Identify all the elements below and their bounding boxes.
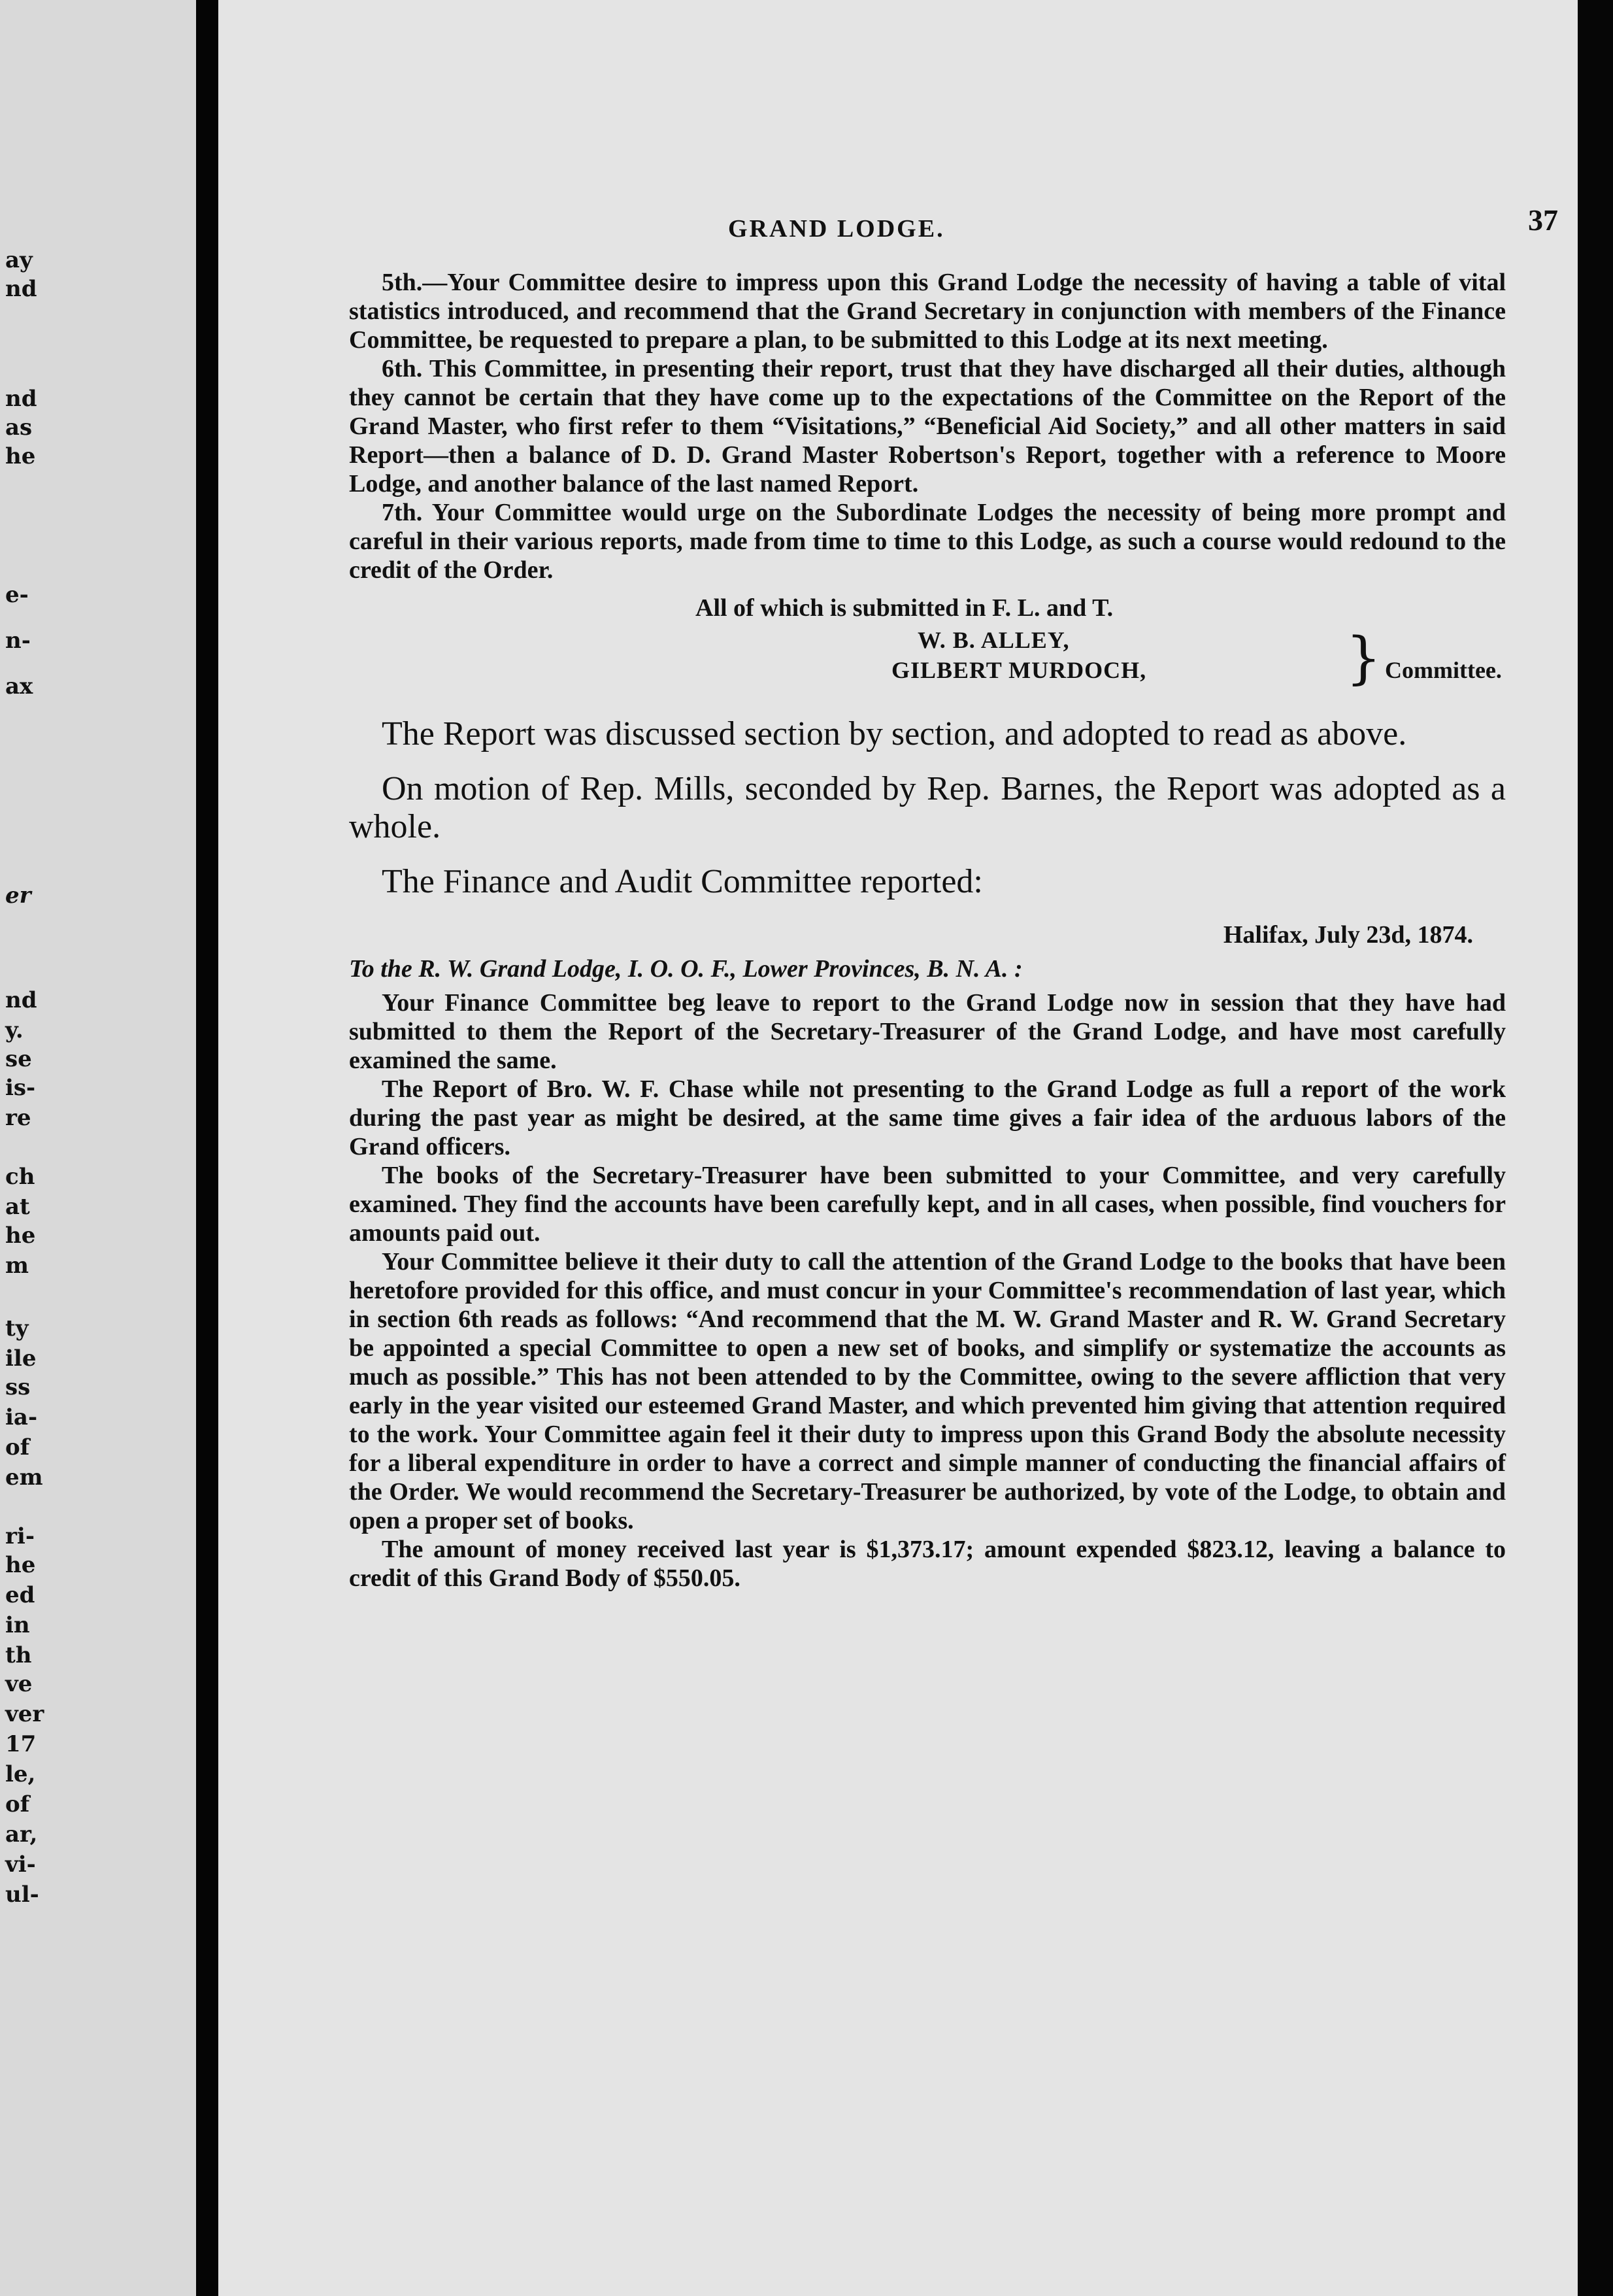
page-number: 37 (1528, 203, 1558, 237)
binding-gutter (196, 0, 218, 2296)
margin-fragment: e- (5, 582, 29, 608)
margin-fragment: ch (5, 1164, 35, 1190)
margin-fragment: n- (5, 628, 31, 654)
report-item: 5th.—Your Committee desire to impress upon this Grand Lodge the necessity of having a table of vital statistics introduced, and recommend that the Grand Secretary in conjunction with members of the Finance Committee, be requested to prepare a plan, to be submitted to this Lodge at its next meeting. (349, 269, 1506, 354)
margin-fragment: ar, (5, 1821, 38, 1848)
margin-fragment: ri- (5, 1523, 35, 1549)
margin-fragment: at (5, 1194, 30, 1220)
running-head: GRAND LODGE. (728, 215, 945, 243)
margin-fragment: ty (5, 1315, 29, 1342)
proceedings-line: The Report was discussed section by section, and adopted to read as above. (382, 715, 1407, 752)
finance-paragraph: The amount of money received last year is $1,373.17; amount expended $823.12, leaving a balance to credit of this Grand Body of $550.05. (349, 1536, 1506, 1592)
margin-fragment: of (5, 1791, 30, 1817)
page (218, 0, 1578, 2296)
margin-fragment: ile (5, 1345, 37, 1372)
margin-fragment: as (5, 414, 33, 441)
right-page-edge (1578, 0, 1613, 2296)
finance-paragraph: The books of the Secretary-Treasurer have been submitted to your Committee, and very carefully examined. They find the accounts have been carefully kept, and in all cases, when possible, find vouchers for amounts paid out. (349, 1162, 1506, 1247)
report-item: 7th. Your Committee would urge on the Subordinate Lodges the necessity of being more prompt and careful in their various reports, made from time to time to this Lodge, as such a course would redound to the credit of the Order. (349, 499, 1506, 584)
report-item: 6th. This Committee, in presenting their report, trust that they have discharged all their duties, although they cannot be certain that they have come up to the expectations of the Committee on the Report of the Grand Master, who first refer to them “Visitations,” “Beneficial Aid Society,” and all other matters in said Report—then a balance of D. D. Grand Master Robertson's Report, together with a reference to Moore Lodge, and another balance of the last named Report. (349, 355, 1506, 498)
proceedings-line: The Finance and Audit Committee reported: (382, 863, 983, 900)
margin-fragment: m (5, 1253, 29, 1279)
margin-fragment: 17 (5, 1731, 37, 1757)
margin-fragment: nd (5, 386, 37, 412)
margin-fragment: vi- (5, 1851, 36, 1878)
left-page-edge (0, 0, 196, 2296)
margin-fragment: ss (5, 1374, 31, 1400)
margin-fragment: em (5, 1464, 43, 1491)
margin-fragment: in (5, 1612, 30, 1638)
finance-paragraph: Your Finance Committee beg leave to report to the Grand Lodge now in session that they have had submitted to them the Report of the Secretary-Treasurer of the Grand Lodge, and have most carefully examined the same. (349, 989, 1506, 1074)
salutation: To the R. W. Grand Lodge, I. O. O. F., Lower Provinces, B. N. A. : (349, 955, 1023, 983)
margin-fragment: ed (5, 1582, 35, 1608)
finance-paragraph: The Report of Bro. W. F. Chase while not presenting to the Grand Lodge as full a report of the work during the past year as might be desired, at the same time gives a fair idea of the arduous labors of the Grand officers. (349, 1075, 1506, 1160)
margin-fragment: y. (5, 1017, 24, 1043)
brace: } (1346, 626, 1382, 691)
margin-fragment: ax (5, 673, 33, 700)
margin-fragment: nd (5, 276, 37, 302)
margin-fragment: nd (5, 987, 37, 1013)
submitted-line: All of which is submitted in F. L. and T. (695, 594, 1114, 622)
margin-fragment: is- (5, 1075, 36, 1101)
page-body (349, 268, 1506, 1593)
signature-block (349, 626, 1506, 698)
committee-label: Committee. (1385, 657, 1502, 683)
margin-fragment: he (5, 1223, 36, 1249)
margin-fragment: ay (5, 247, 33, 273)
margin-fragment: le, (5, 1761, 36, 1787)
signer-name: W. B. ALLEY, (918, 627, 1070, 653)
margin-fragment: he (5, 443, 36, 469)
margin-fragment: er (5, 883, 31, 909)
signer-name: GILBERT MURDOCH, (891, 657, 1147, 683)
margin-fragment: he (5, 1552, 36, 1578)
page-header (218, 203, 1578, 255)
margin-fragment: ve (5, 1671, 33, 1697)
margin-fragment: ia- (5, 1404, 38, 1430)
margin-fragment: ver (5, 1701, 44, 1727)
margin-fragment: se (5, 1046, 32, 1072)
margin-fragment: re (5, 1105, 31, 1131)
proceedings-line: On motion of Rep. Mills, seconded by Rep. Barnes, the Report was adopted as a whole. (349, 770, 1506, 845)
dateline: Halifax, July 23d, 1874. (1223, 921, 1473, 949)
finance-paragraph: Your Committee believe it their duty to call the attention of the Grand Lodge to the books that have been heretofore provided for this office, and must concur in your Committee's recommendation of last year, which in section 6th reads as follows: “And recommend that the M. W. Grand Master and R. W. Grand Secretary be appointed a special Committee to open a new set of books, and simplify or systematize the accounts as much as possible.” This has not been attended to by the Committee, owing to the severe affliction that very early in the year visited our esteemed Grand Master, and which prevented him giving that attention required to the work. Your Committee again feel it their duty to impress upon this Grand Body the absolute necessity for a liberal expenditure in order to have a correct and simple manner of conducting the financial affairs of the Order. We would recommend the Secretary-Treasurer be authorized, by vote of the Lodge, to obtain and open a proper set of books. (349, 1248, 1506, 1534)
margin-fragment: ul- (5, 1882, 39, 1908)
margin-fragment: th (5, 1642, 32, 1668)
margin-fragment: of (5, 1434, 30, 1460)
